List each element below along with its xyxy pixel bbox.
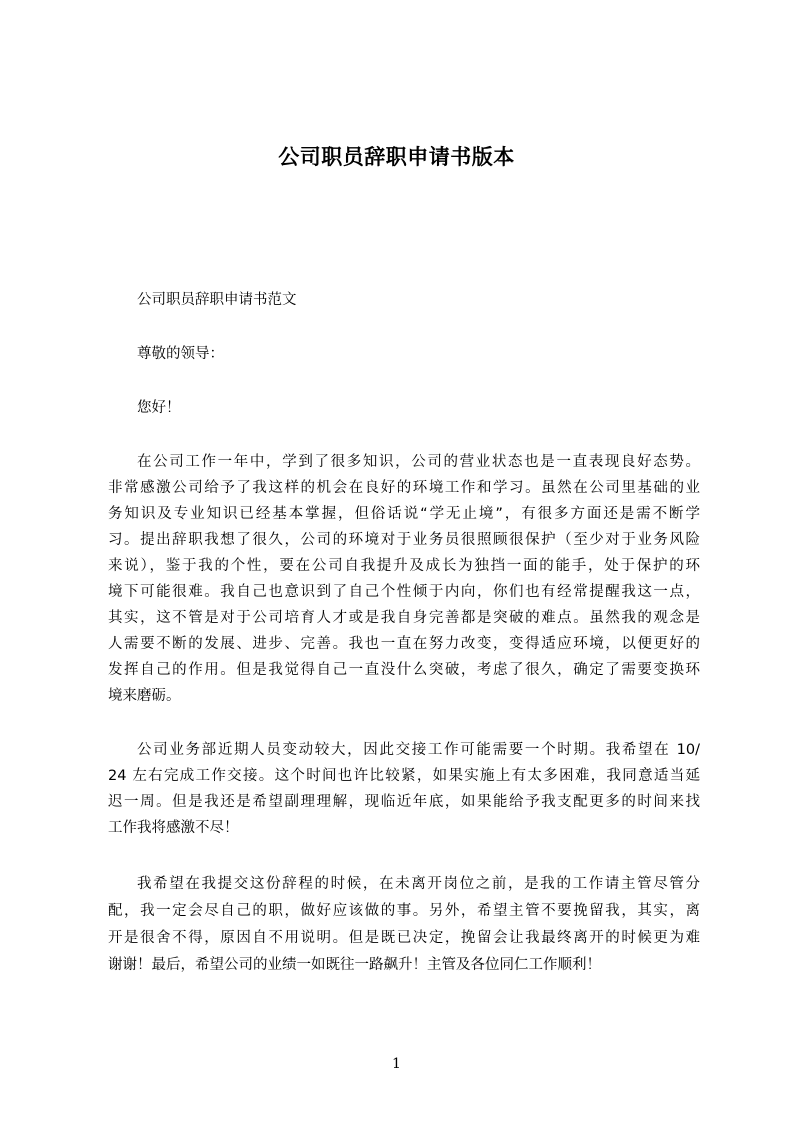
paragraph-line: 配，我一定会尽自己的职，做好应该做的事。另外，希望主管不要挽留我，其实，离 <box>108 903 700 919</box>
page-number: 1 <box>392 1056 401 1072</box>
paragraph-line: 在公司工作一年中，学到了很多知识，公司的营业状态也是一直表现良好态势。 <box>137 454 700 470</box>
paragraph-line: 公司业务部近期人员变动较大，因此交接工作可能需要一个时期。我希望在 10/ <box>137 742 700 758</box>
paragraph-line: 24 左右完成工作交接。这个时间也许比较紧，如果实施上有太多困难，我同意适当延 <box>108 768 700 784</box>
paragraph-line: 谢谢！最后，希望公司的业绩一如既往一路飙升！主管及各位同仁工作顺利！ <box>108 957 601 973</box>
paragraph-line: 我希望在我提交这份辞程的时候，在未离开岗位之前，是我的工作请主管尽管分 <box>137 876 700 892</box>
paragraph-line: 务知识及专业知识已经基本掌握，但俗话说“学无止境”，有很多方面还是需不断学 <box>108 506 700 522</box>
paragraph-line: 工作我将感激不尽！ <box>108 820 239 836</box>
paragraph-line: 开是很舍不得，原因自不用说明。但是既已决定，挽留会让我最终离开的时候更为难 <box>108 930 700 946</box>
paragraph-line: 习。提出辞职我想了很久，公司的环境对于业务员很照顾很保护（至少对于业务风险 <box>108 532 700 548</box>
greeting: 您好！ <box>137 400 181 416</box>
paragraph-line: 境下可能很难。我自己也意识到了自己个性倾于内向，你们也有经常提醒我这一点， <box>108 584 700 600</box>
document-title: 公司职员辞职申请书版本 <box>278 145 515 169</box>
paragraph-line: 来说），鉴于我的个性，要在公司自我提升及成长为独挡一面的能手，处于保护的环 <box>108 558 700 574</box>
paragraph-line: 迟一周。但是我还是希望副理理解，现临近年底，如果能给予我支配更多的时间来找 <box>108 794 700 810</box>
paragraph-line: 境来磨砺。 <box>108 688 181 704</box>
paragraph-line: 其实，这不管是对于公司培育人才或是我自身完善都是突破的难点。虽然我的观念是 <box>108 610 700 626</box>
paragraph-line: 非常感激公司给予了我这样的机会在良好的环境工作和学习。虽然在公司里基础的业 <box>108 480 700 496</box>
paragraph-line: 人需要不断的发展、进步、完善。我也一直在努力改变，变得适应环境，以便更好的 <box>108 636 700 652</box>
document-subtitle: 公司职员辞职申请书范文 <box>137 292 297 308</box>
paragraph-line: 发挥自己的作用。但是我觉得自己一直没什么突破，考虑了很久，确定了需要变换环 <box>108 662 700 678</box>
salutation: 尊敬的领导： <box>137 346 224 362</box>
